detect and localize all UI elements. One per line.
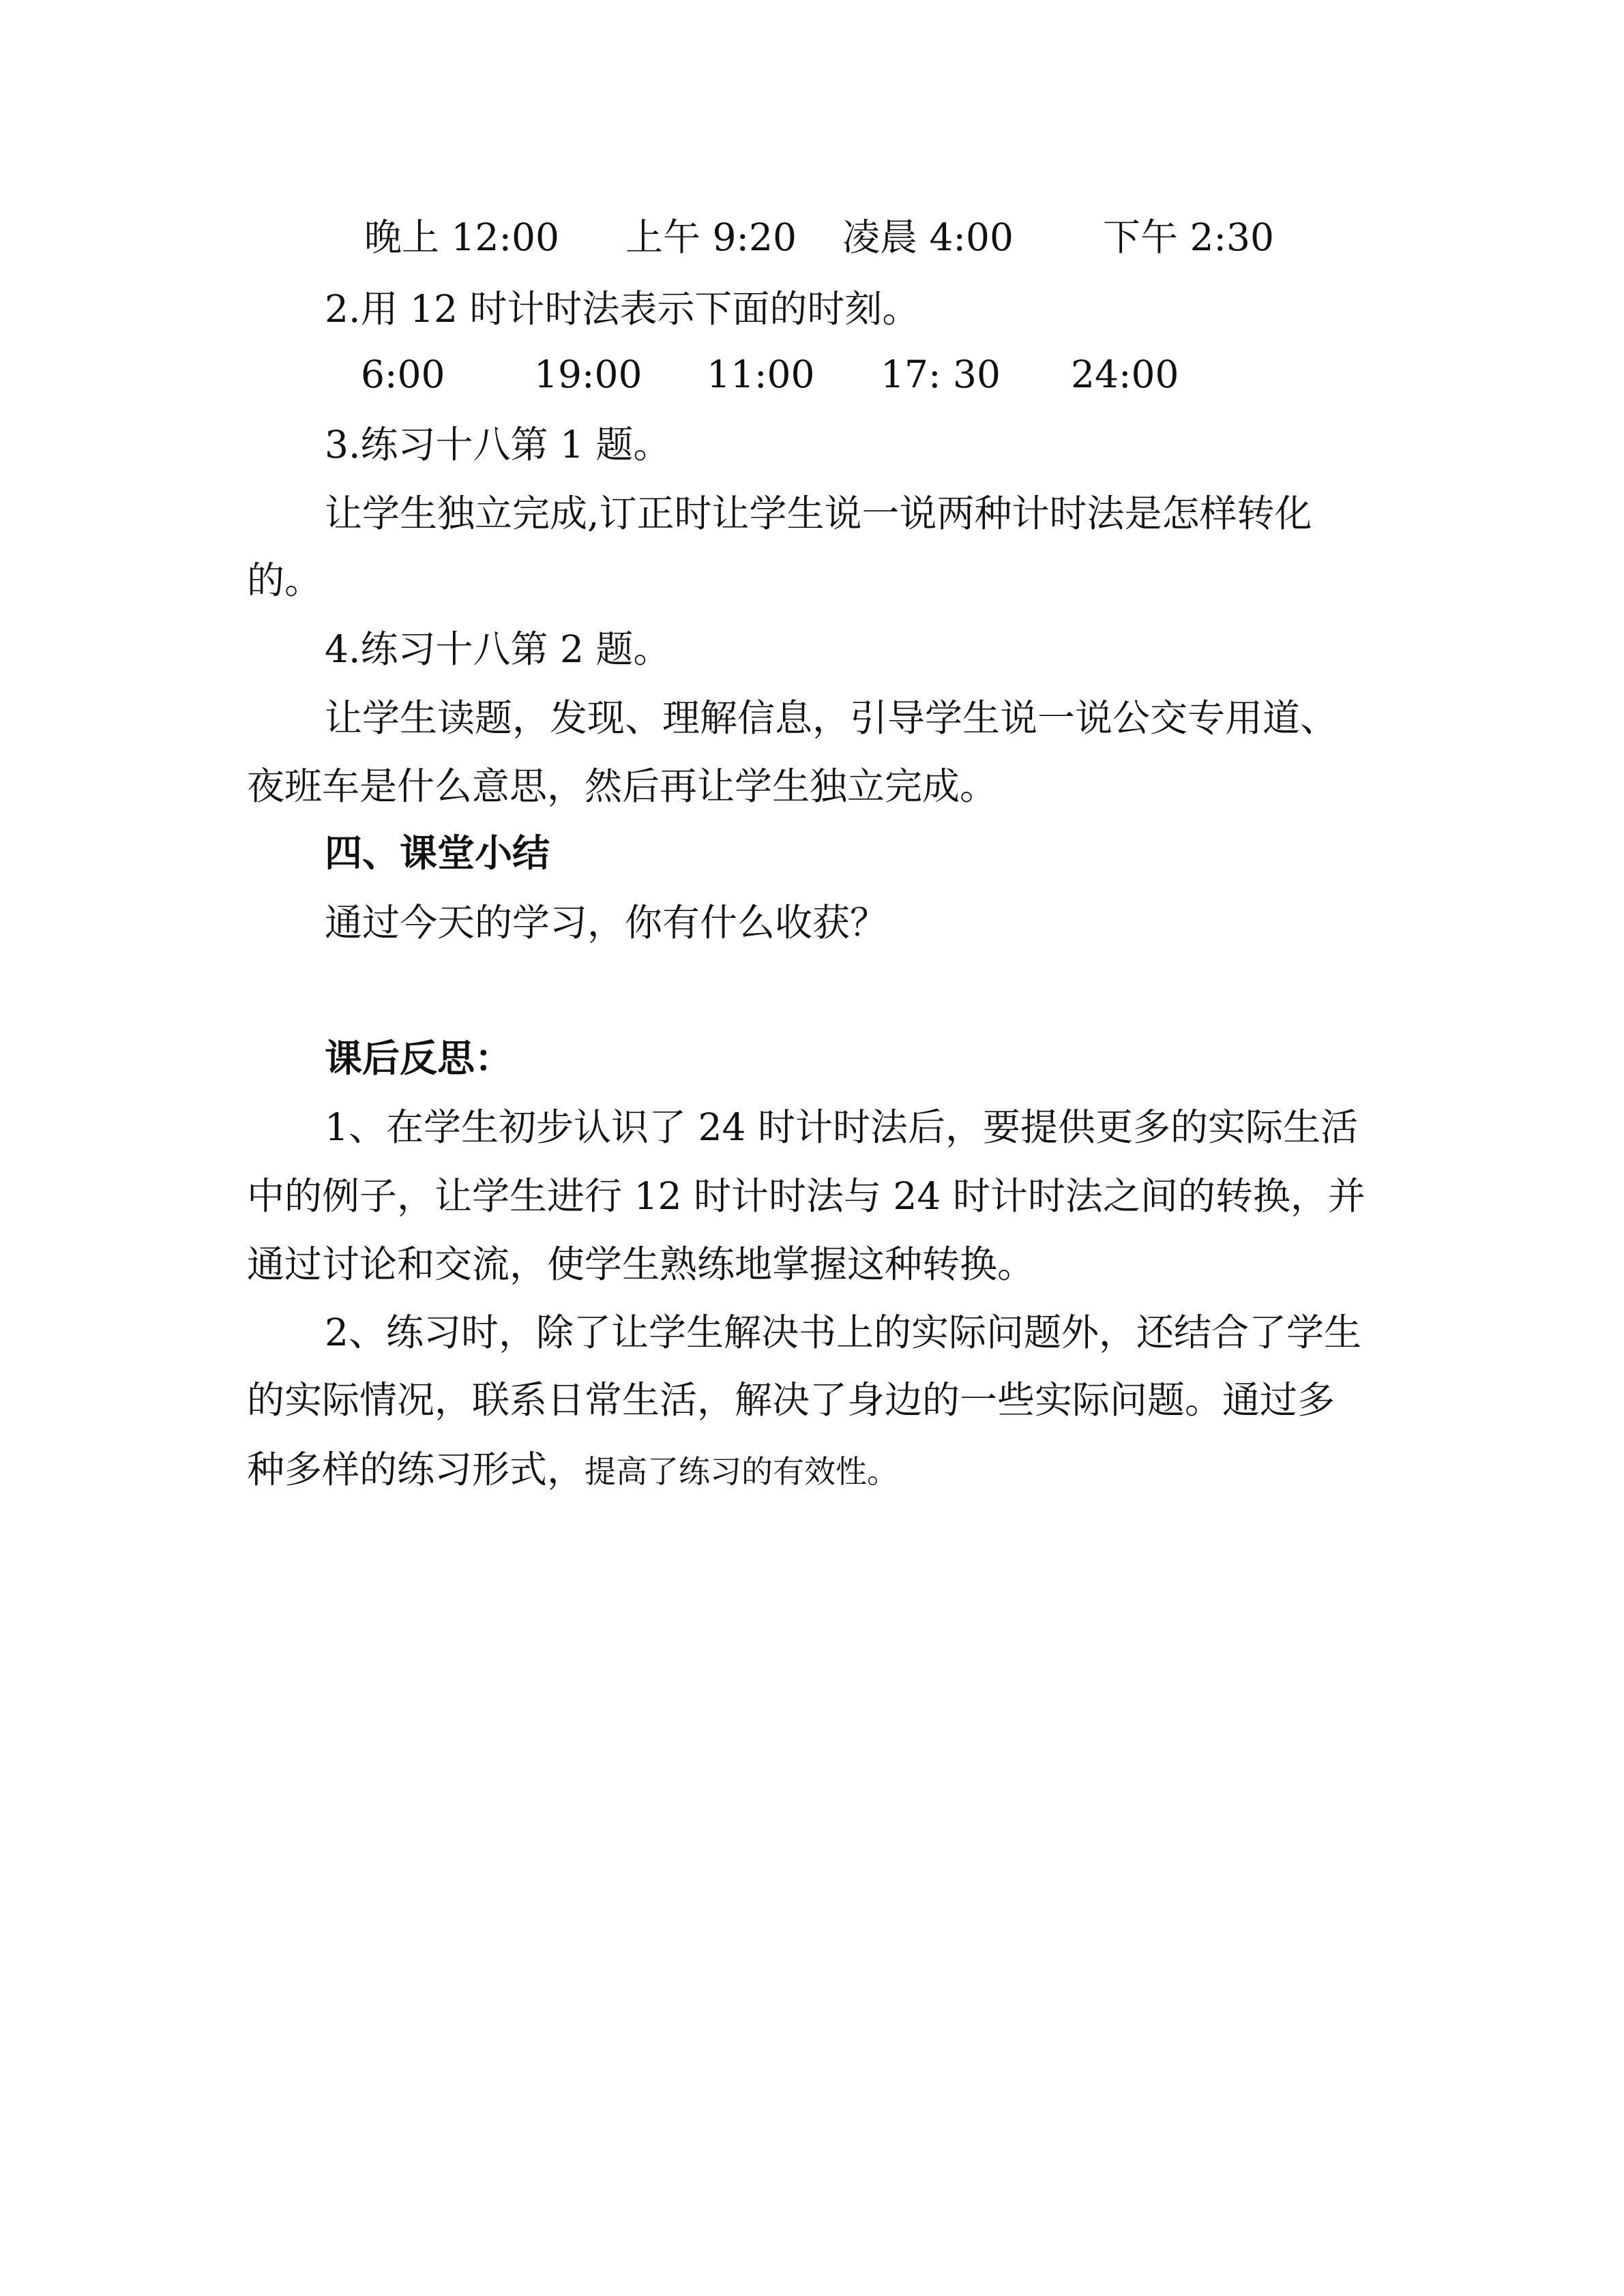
time-item: 11:00 [707, 353, 815, 396]
question-4-desc-line: 让学生读题，发现、理解信息，引导学生说一说公交专用道、 [325, 696, 1338, 740]
question-4-desc-line: 夜班车是什么意思，然后再让学生独立完成。 [247, 764, 998, 808]
question-3-desc-line: 的。 [247, 558, 323, 602]
question-4: 4.练习十八第 2 题。 [325, 627, 671, 671]
reflection-text: 种多样的练习形式， [247, 1448, 585, 1491]
time-item: 凌晨 4:00 [842, 215, 1014, 259]
question-3: 3.练习十八第 1 题。 [325, 423, 671, 466]
question-3-desc-line: 让学生独立完成,订正时让学生说一说两种计时法是怎样转化 [325, 492, 1312, 535]
reflection-line: 中的例子，让学生进行 12 时计时法与 24 时计时法之间的转换，并 [247, 1174, 1365, 1218]
reflection-line: 1、在学生初步认识了 24 时计时法后，要提供更多的实际生活 [325, 1105, 1358, 1149]
times-24h-row [0, 351, 1624, 398]
section-text: 通过今天的学习，你有什么收获？ [325, 901, 888, 944]
time-item: 下午 2:30 [1103, 215, 1274, 259]
time-item: 19:00 [534, 353, 643, 396]
time-item: 17: 30 [881, 353, 1001, 396]
time-item: 上午 9:20 [625, 215, 797, 259]
reflection-line: 通过讨论和交流，使学生熟练地掌握这种转换。 [247, 1242, 1035, 1286]
reflection-last-line [247, 1446, 898, 1495]
time-item: 24:00 [1071, 353, 1179, 396]
times-12h-row [0, 213, 1624, 261]
time-item: 晚上 12:00 [364, 215, 559, 259]
reflection-line: 的实际情况，联系日常生活，解决了身边的一些实际问题。通过多 [247, 1378, 1335, 1422]
question-2: 2.用 12 时计时法表示下面的时刻。 [325, 287, 920, 331]
time-item: 6:00 [361, 353, 445, 396]
reflection-heading: 课后反思： [325, 1036, 513, 1080]
reflection-text-small: 提高了练习的有效性。 [585, 1453, 899, 1490]
reflection-line: 2、练习时，除了让学生解决书上的实际问题外，还结合了学生 [325, 1311, 1361, 1354]
section-heading: 四、课堂小结 [325, 831, 550, 875]
